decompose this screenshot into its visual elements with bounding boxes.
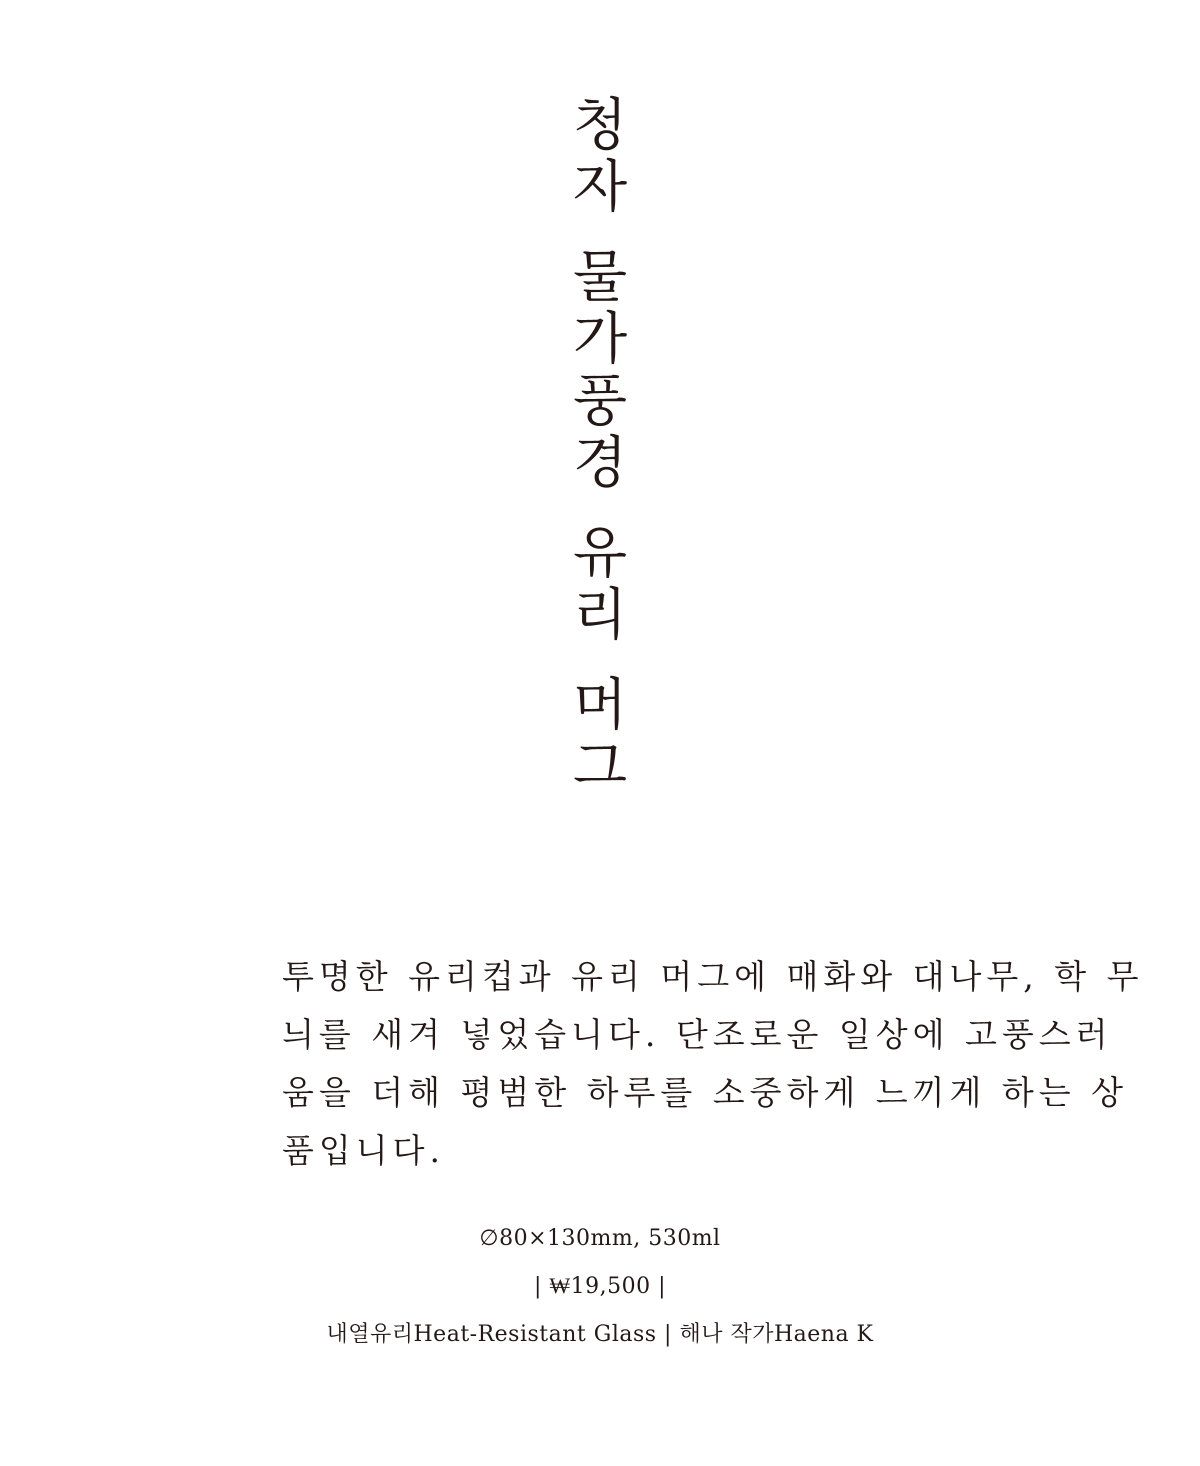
dimensions-text: ∅80×130mm, 530ml	[479, 1226, 721, 1251]
title-char: 자	[572, 155, 628, 220]
title-char: 유	[572, 521, 628, 586]
price-text: | ₩19,500 |	[533, 1274, 667, 1299]
title-char: 가	[572, 307, 628, 372]
product-specs	[0, 1215, 1200, 1359]
title-char: 그	[572, 735, 628, 800]
product-title	[0, 95, 1200, 799]
title-char: 물	[572, 245, 628, 310]
description-line: 품입니다.	[282, 1131, 446, 1170]
material-artist-text: 내열유리Heat-Resistant Glass | 해나 작가Haena K	[326, 1322, 874, 1347]
title-char: 머	[572, 673, 628, 738]
title-char: 리	[572, 583, 628, 648]
description-line: 투명한 유리컵과 유리 머그에 매화와 대나무, 학 무	[282, 957, 1144, 996]
title-char: 풍	[572, 369, 628, 434]
title-char: 청	[572, 93, 628, 158]
product-description	[282, 948, 1144, 1180]
description-line: 움을 더해 평범한 하루를 소중하게 느끼게 하는 상	[282, 1073, 1128, 1112]
title-char: 경	[572, 431, 628, 496]
description-line: 늬를 새겨 넣었습니다. 단조로운 일상에 고풍스러	[282, 1015, 1113, 1054]
